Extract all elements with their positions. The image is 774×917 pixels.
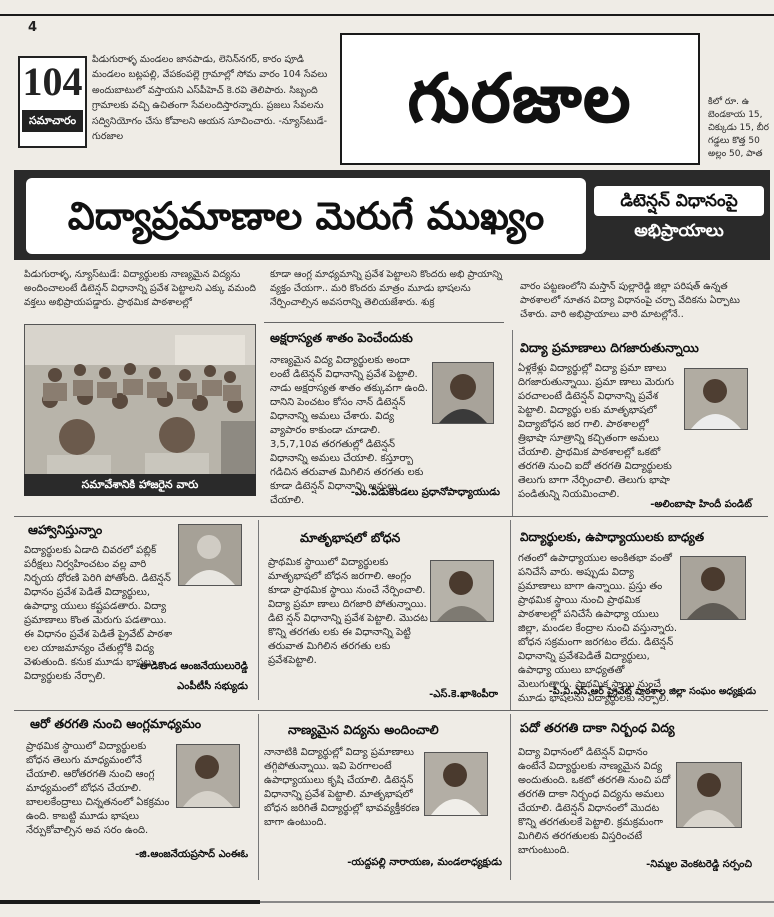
intro-col-1: పిడుగురాళ్ళ, న్యూస్‌టుడే: విద్యార్థులకు నాణ్యమైన విద్యను అందించాలంటే డిటెన్షన్ విధానాన్ని ప్రవేశ పెట్టాలని ఎక్కు వమంది వక్తలు అభిప్రాయపడ్డారు. ప్రాథమిక పాఠశాలల్లో — [24, 269, 257, 308]
portrait-icon — [431, 561, 493, 621]
article-text: ప్రాథమిక స్థాయిలో విద్యార్థులకు బోధన తెలుగు మాధ్యమంలోనే చేయాలి. ఆరోతరగతి నుంచి ఆంగ్ల మాధ్యమంలో బోధన చేయాలి. బాలలకేంద్రాలు చిన్నతనంలో ఏకక్రమం ఉంది. కాబట్టి మూడు భాషలు నేర్పుకోవాల్సిన అవ సరం ఉంది. — [26, 741, 170, 836]
divider — [258, 714, 259, 880]
divider — [258, 520, 259, 700]
main-photo — [24, 324, 256, 476]
intro-col-2: కూడా ఆంగ్ల మాధ్యమాన్ని ప్రవేశ పెట్టాలని కొందరు అభి ప్రాయాన్ని వ్యక్తం చేయగా.. మరి కొందరు మాత్రం మూడు భాషలను నేర్పించాల్సిన అవసరాన్ని తెలియజేశారు. శుక్ర — [270, 269, 503, 308]
article-title: పదో తరగతి దాకా నిర్బంధ విద్య — [520, 720, 675, 735]
portrait-icon — [433, 363, 493, 423]
divider — [264, 322, 504, 323]
article-text: నానాటికి విద్యార్థుల్లో విద్యా ప్రమాణాలు తగ్గిపోతున్నాయి. ఇవి పెరగాలంటే ఉపాధ్యాయులు కృషి చేయాలి. డిటెన్షన్ విధానాన్ని ప్రవేశ పెట్టాలి. మాతృభాషలో బోధన జరిగితే విద్యార్థుల్లో భావవ్యక్తీకరణ బాగా ఉంటుంది. — [264, 747, 420, 828]
article-title: ఆహ్వానిస్తున్నాం — [28, 522, 103, 537]
article-photo — [178, 524, 242, 586]
article-title: విద్యార్థులకు, ఉపాధ్యాయులకు బాధ్యత — [520, 530, 705, 544]
divider — [14, 516, 768, 517]
article-title: ఆరో తరగతి నుంచి ఆంగ్లమాధ్యమం — [30, 716, 202, 731]
bottom-rule-light — [260, 901, 774, 903]
snippet-line: గడ్డలు కొత్త 50 — [708, 136, 760, 146]
portrait-icon — [425, 753, 487, 815]
top-rule — [0, 14, 774, 16]
brand-number: 104 — [22, 59, 83, 104]
article-byline: -ఎం.ఏడుకొండలు ప్రధానోపాధ్యాయుడు — [350, 487, 500, 498]
article-text: విద్యార్థులకు ఏడాది చివరలో పబ్లిక్ పరీక్షలు నిర్వహించటం వల్ల వారి నిర్భయ ధోరణి పెరిగి పోతోంది. డిటెన్షన్ విధానం ప్రవేశ పెడితే విద్యార్థులు, ఉపాధ్యా యులు కష్టపడతారు. విద్యా ప్రమాణాలు కొంత మెరుగు పడతాయి. ఈ విధానం ప్రవేశ పెడితే ప్రైవేట్ పాఠశా లల యాజమాన్యం చేతుల్లోకి విద్య వెళుతుంది. కనుక మూడు భాషలు విద్యార్థులకు నేర్పాలి. — [24, 545, 173, 682]
article-text: గతంలో ఉపాధ్యాయుల అంకితభా వంతో పనిచేసే వారు. అప్పుడు విద్యా ప్రమాణాలు బాగా ఉన్నాయి. ప్రస్తు తం ప్రాథమిక స్థాయి నుంచి ప్రాథమిక పాఠశాలల్లో పనిచేసే ఉపాధ్యా యులు జిల్లా, మండల కేంద్రాల నుంచి వస్తున్నారు. బోధన సక్రమంగా జరగటం లేదు. డిటెన్షన్ విధానాన్ని ప్రవేశపెడితే విద్యార్థులు, ఉపాధ్యా యులు బాధ్యతతో మెలుగుతారు. ప్రాథమిక స్థాయి నుంచే మూడు భాషలను విద్యార్థులకు నేర్పాలి. — [518, 553, 678, 704]
masthead-title: గురజాల — [407, 60, 633, 137]
article-text: ప్రాథమిక స్థాయిలో విద్యార్థులకు మాతృభాషలో బోధన జరగాలి. ఆంగ్లం కూడా ప్రాథమిక స్థాయి నుంచే నేర్పించాలి. విద్యా ప్రమా ణాలు దిగజారి పోతున్నాయి. డిటె న్షన్ విధానాన్ని ప్రవేశ పెట్టాలి. మొదట కొన్ని తరగతు లకు ఈ విధానాన్ని పెట్టి తరువాత మిగిలిన తరగతు లకు ప్రవేశపెట్టాలి. — [268, 557, 428, 666]
article-title: విద్యా ప్రమాణాలు దిగజారుతున్నాయి — [520, 340, 699, 355]
portrait-icon — [677, 763, 741, 827]
article-byline: -ఎస్.కె.ఖాశింపీరా — [429, 689, 498, 700]
snippet-line: చిక్కుడు 15, బీర — [708, 123, 770, 133]
article-title: మాతృభాషలో బోధన — [300, 530, 401, 545]
article-text: విద్యా విధానంలో డిటెన్షన్ విధానం ఉంటేనే విద్యార్థులకు నాణ్యమైన విద్య అందుతుంది. ఒకటో తరగతి నుంచి పదో తరగతి దాకా నిర్బంధ విద్యను అమలు చేయాలి. డిటెన్షన్ విధానంలో మొదట కొన్ని తరగతులకే పెట్టాలి. క్రమక్రమంగా మిగిలిన తరగతులకు విస్తరించటే బాగుంటుంది. — [518, 747, 671, 856]
portrait-icon — [681, 557, 745, 619]
article-title: అక్షరాస్యత శాతం పెంచేందుకు — [270, 330, 413, 345]
portrait-icon — [179, 525, 241, 585]
portrait-icon — [177, 745, 239, 807]
banner-subhead-2: అభిప్రాయాలు — [634, 221, 724, 241]
masthead — [340, 33, 700, 165]
main-photo-caption: సమావేశానికి హాజరైన వారు — [81, 478, 199, 491]
meeting-photo-image — [25, 325, 255, 475]
article-photo — [676, 762, 742, 828]
article-byline: -నిమ్మల వెంకటరెడ్డి సర్పంచి — [646, 859, 752, 870]
page-number: 4 — [28, 20, 38, 35]
right-snippet — [708, 96, 774, 162]
article-title: నాణ్యమైన విద్యను అందించాలి — [288, 722, 439, 737]
article-photo — [680, 556, 746, 620]
article-byline: -పి.వి.ఎస్.ఆర్ ప్రైవేట్ పాఠశాల జిల్లా సంఘం అధ్యక్షుడు — [548, 686, 756, 697]
article-byline-role: ఎంపీటీసీ సభ్యుడు — [177, 681, 248, 692]
brand-label: సమాచారం — [22, 110, 83, 132]
divider — [14, 710, 768, 711]
article-photo — [176, 744, 240, 808]
article-text-cont — [270, 432, 498, 476]
article-photo — [430, 560, 494, 622]
article-byline: -జి.ఆంజనేయప్రసాద్ ఎంఈఓ — [135, 849, 248, 860]
divider — [510, 520, 511, 710]
portrait-icon — [685, 369, 747, 429]
snippet-line: కిలో రూ. ఉ — [708, 97, 750, 107]
brand-box — [18, 56, 87, 148]
article-byline: -అలింబాషా హిందీ పండిట్ — [650, 499, 752, 510]
divider — [512, 330, 513, 516]
top-story-text: పిడుగురాళ్ళ మండలం జానపాడు, లెనిన్‌నగర్, కారం పూడి మండలం బట్లపల్లి, వేపకంపల్లె గ్రామాల్లో సోమ వారం 104 సేవలు అందుబాటులో వస్తాయని ఎస్‌పీహెచ్ కె.రవి తెలిపారు. సిబ్బంది గ్రామాలకు వచ్చి ఉచితంగా సేవలందిస్తారన్నారు. ప్రజలు సేవలను సద్వినియోగం చేసు కోవాలని ఆయన సూచించారు. -న్యూస్‌టుడే- గురజాల — [92, 54, 328, 143]
article-text: నాణ్యమైన విద్య విద్యార్థులకు అందా లంటే డిటెన్షన్ విధానాన్ని ప్రవేశ పెట్టాలి. నాడు అక్షరాస్యత శాతం తక్కువగా ఉంది. దానిని పెంచటం కోసం నాన్ డిటెన్షన్ విధానాన్ని అమలు చేశారు. విద్య వ్యాపారం కాకుండా చూడాలి. 3,5,7,10వ తరగతుల్లో డిటెన్షన్ విధానాన్ని అమలు చేయాలి. కస్తూర్బా గడిచిన తరువాత మిగిలిన తరగతు లకు కూడా డిటెన్షన్ విధానాన్ని అమలు చేయాలి. — [270, 355, 428, 506]
article-byline: -యద్దపల్లి నారాయణ, మండలాధ్యక్షుడు — [347, 857, 502, 868]
snippet-line: అల్లం 50, పాత — [708, 149, 763, 159]
banner-headline: విద్యాప్రమాణాల మెరుగే ముఖ్యం — [67, 194, 545, 238]
article-byline: -తాడికొండ ఆంజనేయులురెడ్డి — [135, 661, 248, 672]
banner-subhead-1: డిటెన్షన్ విధానంపై — [594, 186, 764, 216]
article-photo — [424, 752, 488, 816]
intro-col-3: వారం పట్టణంలోని మస్తాన్ పుల్లారెడ్డి జిల్లా పరిషత్ ఉన్నత పాఠశాలలో నూతన విద్యా విధానంపై చర్చా వేదికను ఏర్పాటు చేశారు. వారి అభిప్రాయాలు వారి మాటల్లోనే.. — [520, 281, 740, 320]
banner-subhead-box — [594, 186, 764, 248]
banner-headline-box — [26, 178, 586, 254]
article-text: ఏళ్లకేళ్లు విద్యార్థుల్లో విద్యా ప్రమా ణాలు దిగజారుతున్నాయి. ప్రమా ణాలు మెరుగు పరచాలంటే డిటెన్షన్ విధానాన్ని ప్రవేశ పెట్టాలి. విద్యార్థు లకు మాతృభాషలో విద్యాబోధన జర గాలి. పాఠశాలల్లో త్రిభాషా సూత్రాన్ని కచ్చితంగా అమలు చేయాలి. ప్రాథమిక పాఠశాలల్లో ఒకటో తరగతి నుంచి ఐదో తరగతి విద్యార్థులకు తెలుగు బాగా నేర్పించాలి. తెలుగు భాషా పండితున్ని నియమించాలి. — [518, 363, 674, 500]
article-photo — [684, 368, 748, 430]
bottom-rule — [0, 900, 260, 904]
main-photo-caption-bar — [24, 474, 256, 496]
divider — [510, 714, 511, 880]
snippet-line: బెండకాయ 15, — [708, 110, 763, 120]
article-photo — [432, 362, 494, 424]
